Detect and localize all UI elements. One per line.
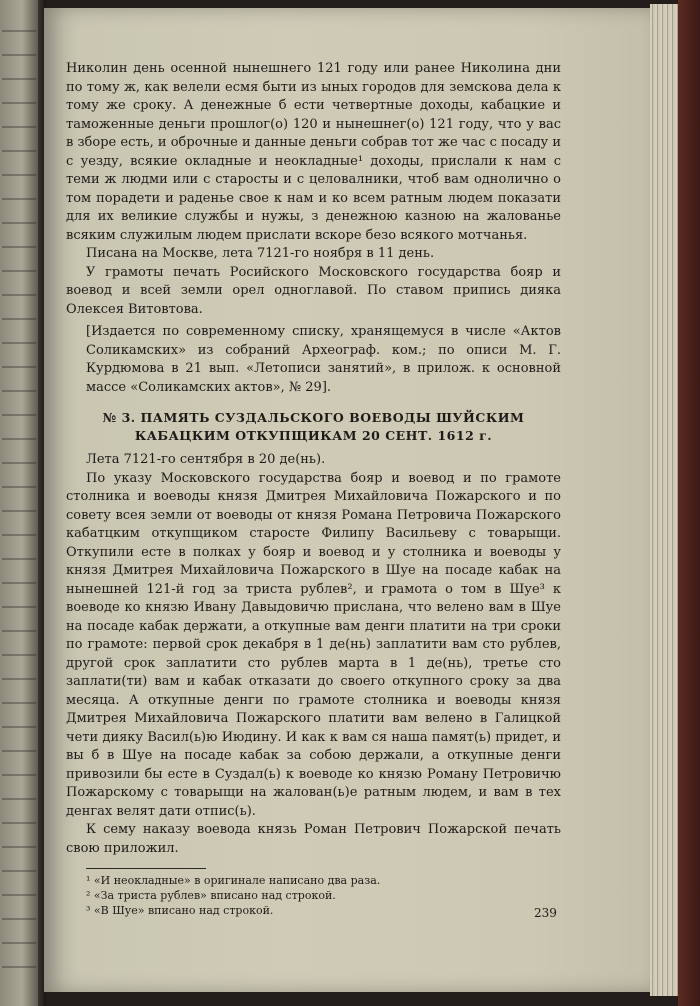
footnote-2: ² «За триста рублев» вписано над строкой. (86, 889, 336, 902)
footnotes (66, 868, 561, 918)
page-number: 239 (534, 906, 557, 920)
book-cover (678, 0, 700, 1006)
paragraph-closing: К сему наказу воевода князь Роман Петрович Пожарской печать свою приложил. (66, 822, 561, 856)
paragraph-date: Писана на Москве, лета 7121-го ноября в 11 день. (86, 246, 435, 261)
left-page-text-shadow (2, 30, 36, 970)
footnote-3: ³ «В Шуе» вписано над строкой. (86, 904, 274, 917)
paragraph-order: По указу Московского государства бояр и воевод и по грамоте столника и воеводы князя Дмитрея Михайловича Пожарского и по совету всея земли от воеводы от князя Романа Петровича Пожарского кабатцким откупщиком старосте Филипу Васильеву с товарыщи. Откупили есте в полках у бояр и воевод и у столника и воеводы у князя Дмитрея Михайловича Пожарского в Шуе на посаде кабак на нынешней 121-й год за триста рублев², и грамота о том в Шуе³ к воеводе ко князю Ивану Давыдовичю прислана, что велено вам в Шуе на посаде кабак держати, а откупные вам денги платити на три сроки по грамоте: первой срок декабря в 1 де(нь) заплатити вам сто рублев, другой срок заплатити сто рублев марта в 1 де(нь), третье сто заплати(ти) вам и кабак отказати до своего откупного сроку за два месяца. А откупные денги по грамоте столника и воеводы князя Дмитрея Михайловича Пожарского платити вам велено в Галицкой чети дияку Васил(ь)ю Июдину. И как к вам ся наша памят(ь) придет, и вы б в Шуе на посаде кабак за собою держали, а откупные денги привозили бы есте в Суздал(ь) к воеводе ко князю Роману Петровичю Пожарскому с товарыщи на жалован(ь)е ратным людем, и вам в тех денгах велят дати отпис(ь). (66, 470, 561, 819)
paragraph-date-2: Лета 7121-го сентября в 20 де(нь). (86, 452, 326, 467)
footnote-rule (86, 868, 206, 869)
footnote-1: ¹ «И неокладные» в оригинале написано два раза. (86, 874, 381, 887)
page-edges (650, 4, 678, 996)
document-heading: № 3. ПАМЯТЬ СУЗДАЛЬСКОГО ВОЕВОДЫ ШУЙСКИМ КАБАЦКИМ ОТКУПЩИКАМ 20 СЕНТ. 1612 г. (102, 410, 525, 443)
left-page-edge (0, 0, 40, 1006)
paragraph-seal: У грамоты печать Росийского Московского государства бояр и воевод и всей земли орел одноглавой. По ставом припись дияка Олексея Витовтова. (66, 264, 561, 317)
page-text (66, 60, 561, 918)
paragraph-letter-body: Николин день осенной нынешнего 121 году или ранее Николина дни по тому ж, как велели есмя быти из ыных городов для земскова дела к тому же сроку. А денежные б ести четвертные доходы, кабацкие и таможенные деньги прошлог(о) 120 и нынешнег(о) 121 году, что у вас в зборе есть, и оброчные и данные деньги собрав тот же час с посаду и с уезду, всякие окладные и неокладные¹ доходы, прислали к нам с теми ж людми или с старосты и с целовалники, чтоб вам однолично о том порадети и раденье свое к нам и ко всем ратным людем показати для их великие службы и нужы, з денежною казною на жалованье всяким служилым людем прислати вскоре безо всякого мотчанья. (66, 61, 561, 243)
editorial-note: [Издается по современному списку, хранящемуся в числе «Актов Соликамских» из собраний Археограф. ком.; по описи М. Г. Курдюмова в 21 вып. «Летописи занятий», в прилож. к основной массе «Соликамских актов», № 29]. (86, 324, 561, 395)
